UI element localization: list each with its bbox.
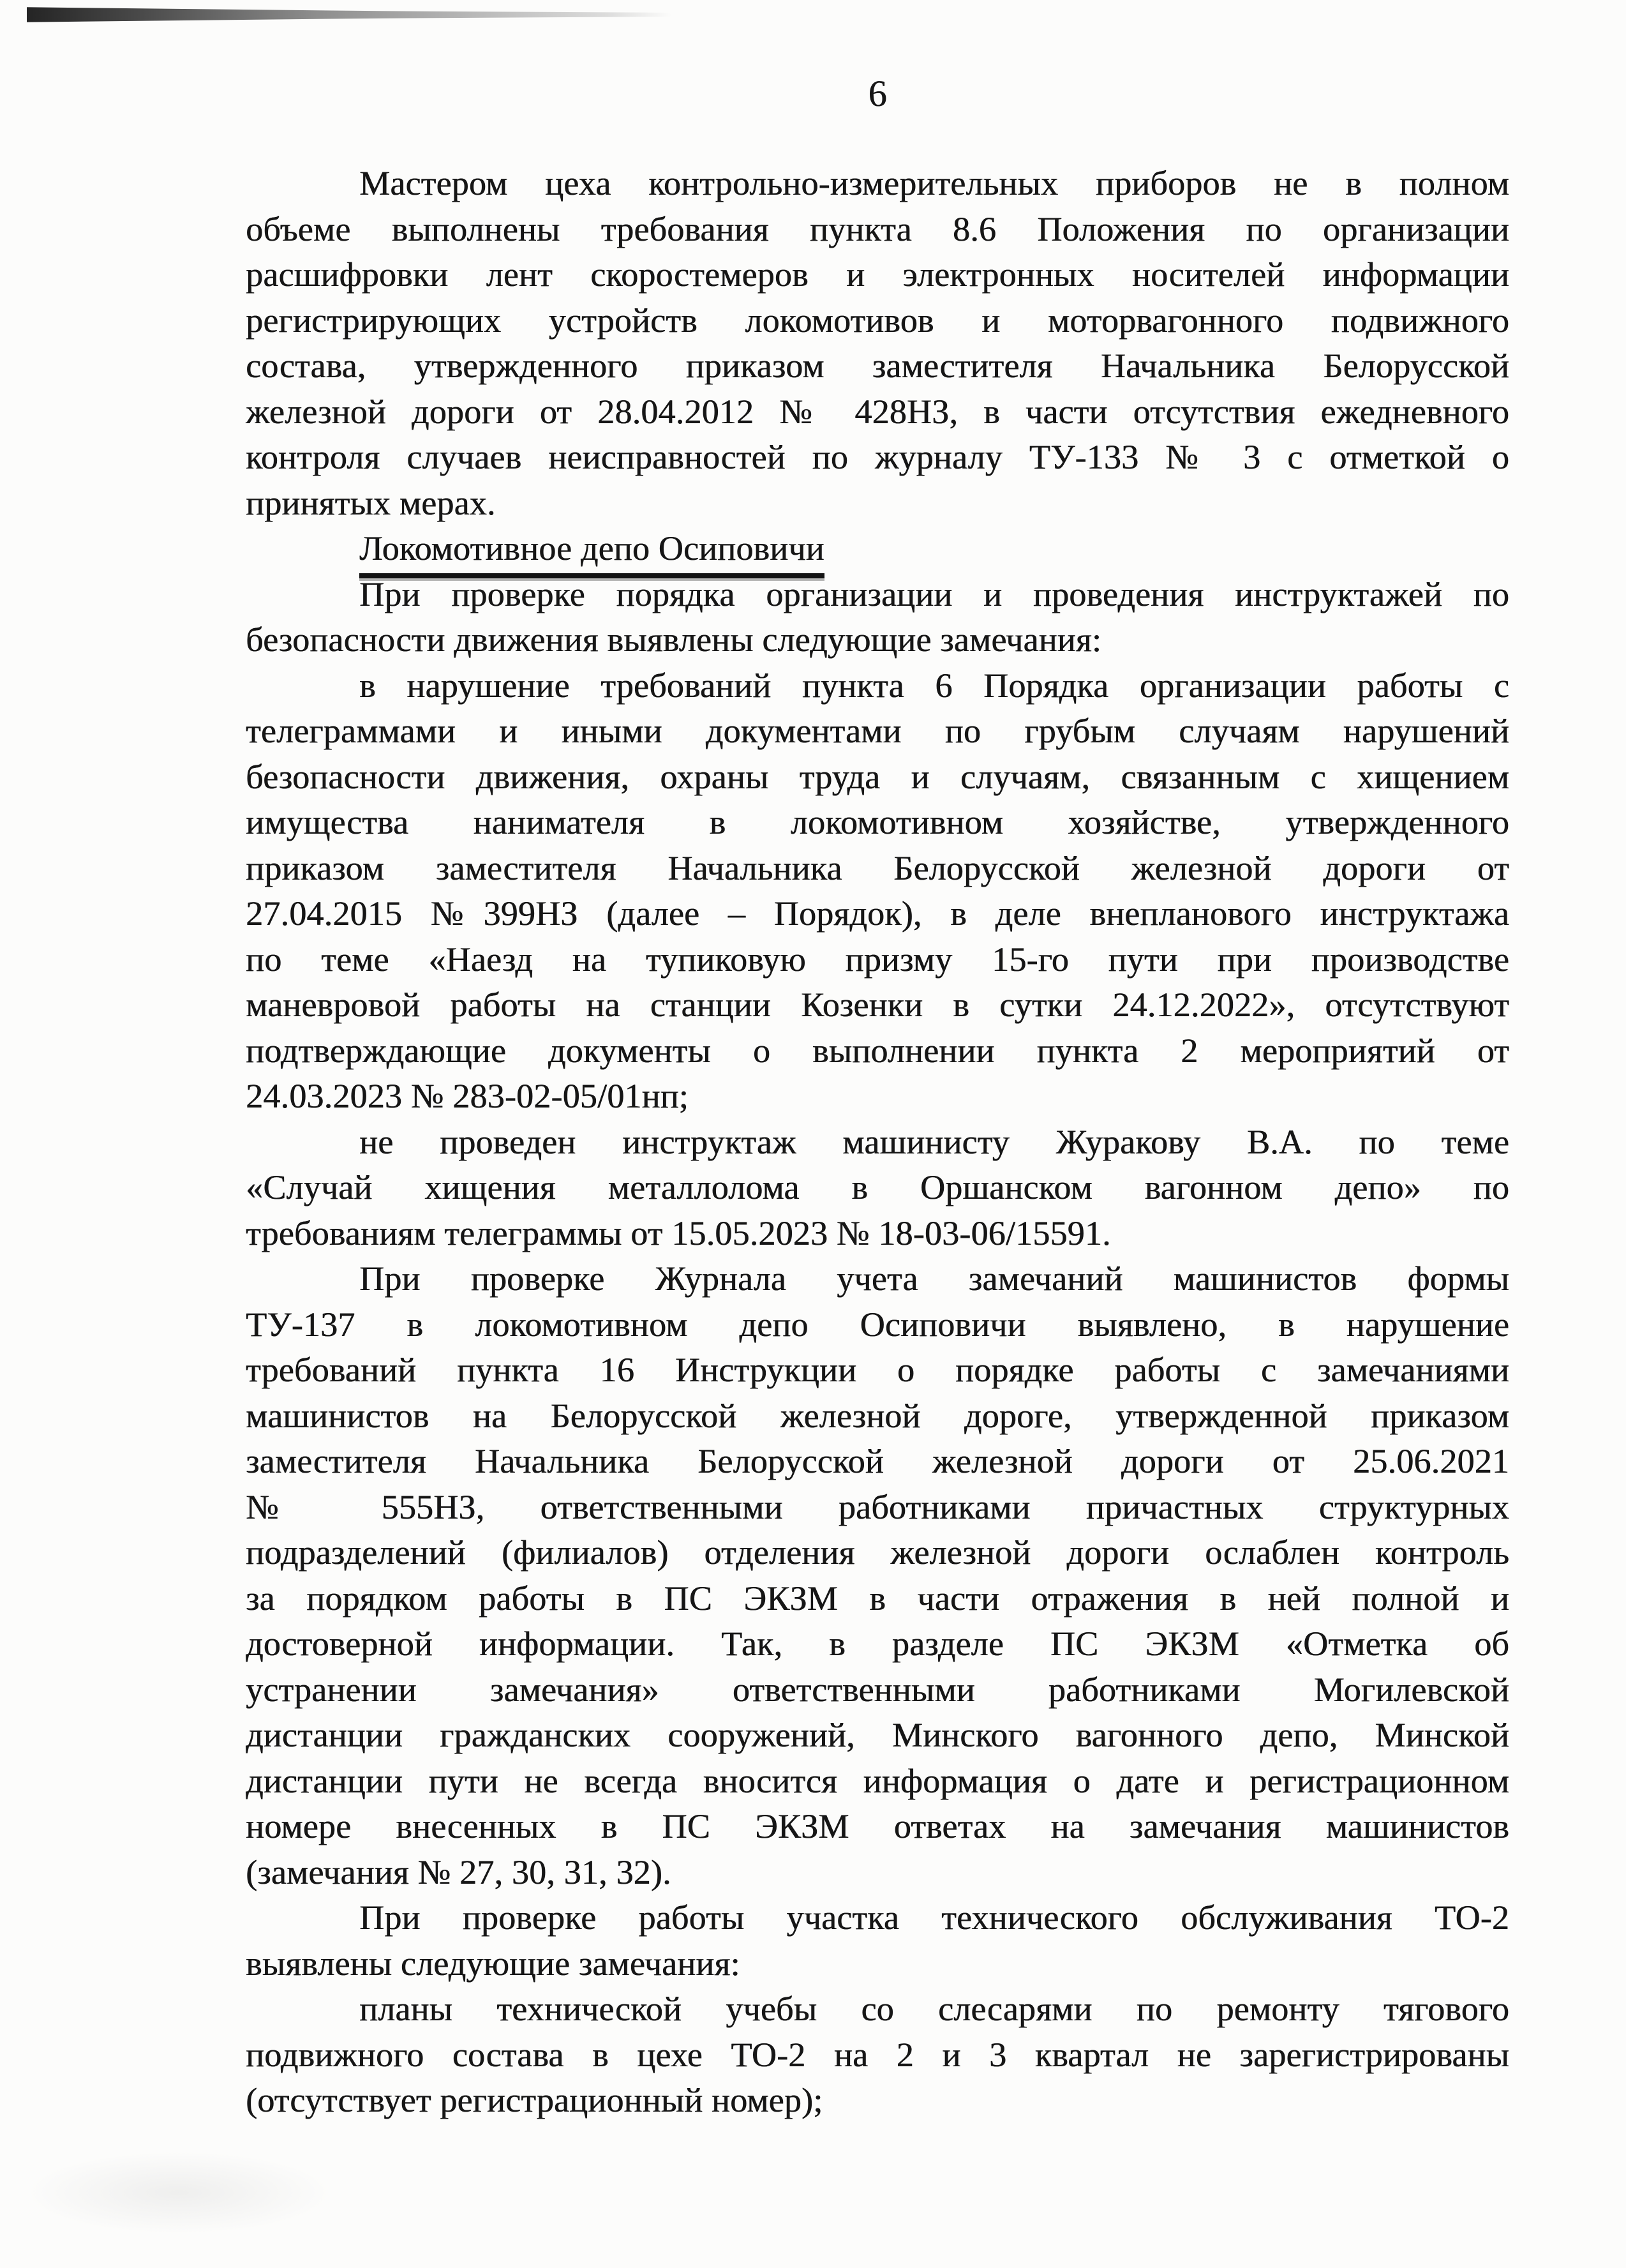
text-line: приказом заместителя Начальника Белорусской железной дороги от [246, 848, 1509, 887]
text-line: (отсутствует регистрационный номер); [246, 2081, 823, 2119]
text-line: не проведен инструктаж машинисту Журакову В.А. по теме [359, 1122, 1509, 1161]
text-line: безопасности движения, охраны труда и случаям, связанным с хищением [246, 757, 1509, 796]
text-line: При проверке порядка организации и проведения инструктажей по [359, 575, 1509, 613]
text-line: ТУ-137 в локомотивном депо Осиповичи выявлено, в нарушение [246, 1305, 1509, 1344]
text-line: дистанции пути не всегда вносится информация о дате и регистрационном [246, 1761, 1509, 1800]
section-heading-text: Локомотивное депо Осиповичи [359, 526, 824, 578]
scan-artifact-smudge [26, 2151, 332, 2234]
text-line: телеграммами и иными документами по грубым случаям нарушений [246, 712, 1509, 750]
text-line: № 555НЗ, ответственными работниками причастных структурных [246, 1487, 1509, 1526]
text-line: безопасности движения выявлены следующие замечания: [246, 620, 1102, 659]
text-line: 24.03.2023 № 283-02-05/01нп; [246, 1077, 689, 1115]
text-line: маневровой работы на станции Козенки в сутки 24.12.2022», отсутствуют [246, 986, 1509, 1024]
text-line: подтверждающие документы о выполнении пункта 2 мероприятий от [246, 1031, 1509, 1070]
text-line: При проверке Журнала учета замечаний машинистов формы [359, 1259, 1509, 1298]
text-line: за порядком работы в ПС ЭКЗМ в части отражения в ней полной и [246, 1579, 1509, 1618]
page-number: 6 [868, 73, 887, 114]
text-line: «Случай хищения металлолома в Оршанском вагонном депо» по [246, 1168, 1509, 1206]
text-line: 27.04.2015 №399НЗ (далее – Порядок), в деле внепланового инструктажа [246, 894, 1509, 933]
text-line: подвижного состава в цехе ТО-2 на 2 и 3 квартал не зарегистрированы [246, 2035, 1509, 2074]
text-line: дистанции гражданских сооружений, Минского вагонного депо, Минской [246, 1716, 1509, 1754]
text-line: состава, утвержденного приказом заместителя Начальника Белорусской [246, 347, 1509, 385]
text-line: устранении замечания» ответственными работниками Могилевской [246, 1670, 1509, 1709]
text-line: При проверке работы участка технического обслуживания ТО-2 [359, 1898, 1509, 1937]
text-line: имущества нанимателя в локомотивном хозяйстве, утвержденного [246, 803, 1509, 841]
text-line: расшифровки лент скоростемеров и электронных носителей информации [246, 255, 1509, 294]
text-line: требований пункта 16 Инструкции о порядке работы с замечаниями [246, 1351, 1509, 1389]
text-line: выявлены следующие замечания: [246, 1944, 740, 1983]
text-line: машинистов на Белорусской железной дороге, утвержденной приказом [246, 1396, 1509, 1435]
text-line: регистрирующих устройств локомотивов и моторвагонного подвижного [246, 301, 1509, 340]
text-line: контроля случаев неисправностей по журналу ТУ-133 № 3 с отметкой о [246, 438, 1509, 476]
text-line: (замечания № 27, 30, 31, 32). [246, 1852, 671, 1891]
text-line: Мастером цеха контрольно-измерительных приборов не в полном [359, 164, 1509, 202]
text-line: планы технической учебы со слесарями по ремонту тягового [359, 1990, 1509, 2028]
text-line: в нарушение требований пункта 6 Порядка организации работы с [359, 666, 1509, 705]
text-line: объеме выполнены требования пункта 8.6 Положения по организации [246, 209, 1509, 248]
text-line: железной дороги от 28.04.2012 № 428НЗ, в части отсутствия ежедневного [246, 392, 1509, 431]
text-line: номере внесенных в ПС ЭКЗМ ответах на замечания машинистов [246, 1807, 1509, 1845]
text-line: достоверной информации. Так, в разделе ПС ЭКЗМ «Отметка об [246, 1625, 1509, 1663]
scan-artifact-streak [27, 6, 671, 23]
section-heading [246, 526, 1509, 572]
text-line: принятых мерах. [246, 483, 496, 522]
text-line: заместителя Начальника Белорусской железной дороги от 25.06.2021 [246, 1442, 1509, 1480]
text-line: по теме «Наезд на тупиковую призму 15-го пути при производстве [246, 940, 1509, 979]
text-line: подразделений (филиалов) отделения железной дороги ослаблен контроль [246, 1533, 1509, 1572]
document-content [246, 161, 1509, 2124]
text-line: требованиям телеграммы от 15.05.2023 № 18-03-06/15591. [246, 1213, 1111, 1252]
